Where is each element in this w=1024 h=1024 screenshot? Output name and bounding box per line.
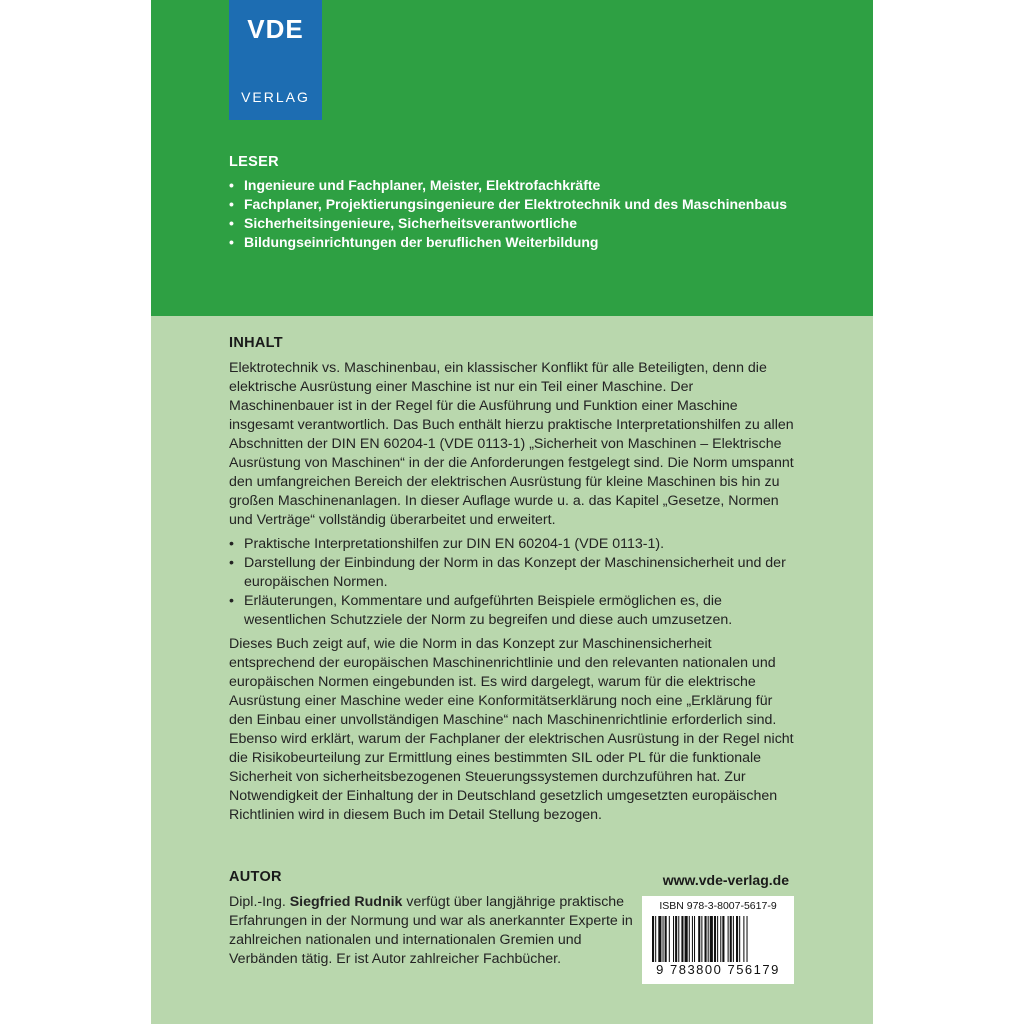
barcode-bar [714,916,716,962]
barcode-bar [733,916,734,962]
barcode-bar [708,916,709,962]
barcode-bar [685,916,688,962]
leser-heading: LESER [229,154,279,170]
inhalt-heading: INHALT [229,335,283,351]
barcode-bar [747,916,748,962]
inhalt-bullet: • Darstellung der Einbindung der Norm in das Konzept der Maschinensicherheit und der europäischen Normen. [229,554,799,592]
leser-block [229,154,789,252]
barcode-bar [730,916,732,962]
inhalt-bullet: • Erläuterungen, Kommentare und aufgeführten Beispiele ermöglichen es, die wesentlichen Schutzziele der Norm zu begreifen und diese auch umzusetzen. [229,592,799,630]
barcode-bar [698,916,700,962]
book-back-cover [151,0,873,1024]
barcode-bar [658,916,661,962]
leser-list [229,176,789,252]
logo-verlag-text: VERLAG [241,89,310,105]
barcode-bar [663,916,664,962]
leser-item: • Sicherheitsingenieure, Sicherheitsverantwortliche [229,214,789,233]
leser-item: • Fachplaner, Projektierungsingenieure der Elektrotechnik und des Maschinenbaus [229,195,789,214]
ean-number: 9 783800 756179 [656,962,780,977]
barcode-bar [681,916,683,962]
leser-item: • Bildungseinrichtungen der beruflichen Weiterbildung [229,233,789,252]
barcode-bar [652,916,654,962]
barcode-bar [669,916,670,962]
autor-title: Dipl.-Ing. [229,894,290,910]
barcode-bar [710,916,713,962]
leser-item: • Ingenieure und Fachplaner, Meister, Elektrofachkräfte [229,176,789,195]
barcode-bar [736,916,738,962]
barcode-bar [722,916,724,962]
autor-bio: verfügt über langjährige praktische Erfahrungen in der Normung und war als anerkannter Experte in zahlreichen nationalen und internationalen Gremien und Verbänden tätig. Er ist Autor zahlreicher Fachbücher. [229,894,633,967]
barcode-bars [650,916,786,962]
barcode-bar [678,916,679,962]
inhalt-bullet: • Praktische Interpretationshilfen zur DIN EN 60204-1 (VDE 0113-1). [229,535,799,554]
barcode-bar [705,916,707,962]
autor-heading: AUTOR [229,869,282,885]
inhalt-paragraph-1: Elektrotechnik vs. Maschinenbau, ein klassischer Konflikt für alle Beteiligten, denn die elektrische Ausrüstung einer Maschine ist nur ein Teil einer Maschine. Der Maschinenbauer ist in der Regel für die Ausführung und Funktion einer Maschine insgesamt verantwortlich. Das Buch enthält hierzu praktische Interpretationshilfen zu allen Abschnitten der DIN EN 60204-1 (VDE 0113-1) „Sicherheit von Maschinen – Elektrische Ausrüstung von Maschinen“ in der die Anforderungen festgelegt sind. Die Norm umspannt den umfangreichen Bereich der elektrischen Ausrüstung für kleine Maschinen bis hin zu großen Maschinenanlagen. In dieser Auflage wurde u. a. das Kapitel „Gesetze, Normen und Verträge“ vollständig überarbeitet und erweitert. [229,360,794,528]
logo-vde-text: VDE [247,14,304,44]
barcode-bar [720,916,721,962]
barcode-bar [689,916,690,962]
barcode-bar [673,916,674,962]
readers-section [151,0,873,316]
barcode-bar [728,916,729,962]
autor-text [229,893,634,969]
barcode-bar [743,916,744,962]
vde-logo [229,0,322,120]
inhalt-block [229,334,799,825]
inhalt-bullet-list [229,535,799,630]
barcode-bar [692,916,693,962]
barcode-bar [665,916,667,962]
barcode-bar [701,916,702,962]
autor-block [229,868,634,969]
isbn-barcode [642,896,794,984]
inhalt-paragraph-2: Dieses Buch zeigt auf, wie die Norm in das Konzept zur Maschinensicherheit entsprechend der europäischen Maschinenrichtlinie und den relevanten nationalen und europäischen Normen eingebunden ist. Es wird dargelegt, warum für die elektrische Ausrüstung einer Maschine weder eine Konformitätserklärung noch eine „Erklärung für den Einbau einer unvollständigen Maschine“ nach Maschinenrichtlinie erforderlich sind. Ebenso wird erklärt, warum der Fachplaner der elektrischen Ausrüstung in der Regel nicht die Risikobeurteilung zur Ermittlung eines bestimmten SIL oder PL für die funktionale Sicherheit von sicherheitsbezogenen Steuerungssystemen durchzuführen hat. Zur Notwendigkeit der Einhaltung der in Deutschland gesetzlich umgesetzten europäischen Richtlinien wird in diesem Buch im Detail Stellung bezogen. [229,636,794,823]
publisher-website: www.vde-verlag.de [662,872,789,888]
barcode-bar [675,916,677,962]
barcode-bar [655,916,656,962]
autor-name: Siegfried Rudnik [289,894,403,910]
barcode-bar [694,916,695,962]
barcode-bar [717,916,718,962]
isbn-number: ISBN 978-3-8007-5617-9 [659,900,777,912]
barcode-bar [739,916,740,962]
